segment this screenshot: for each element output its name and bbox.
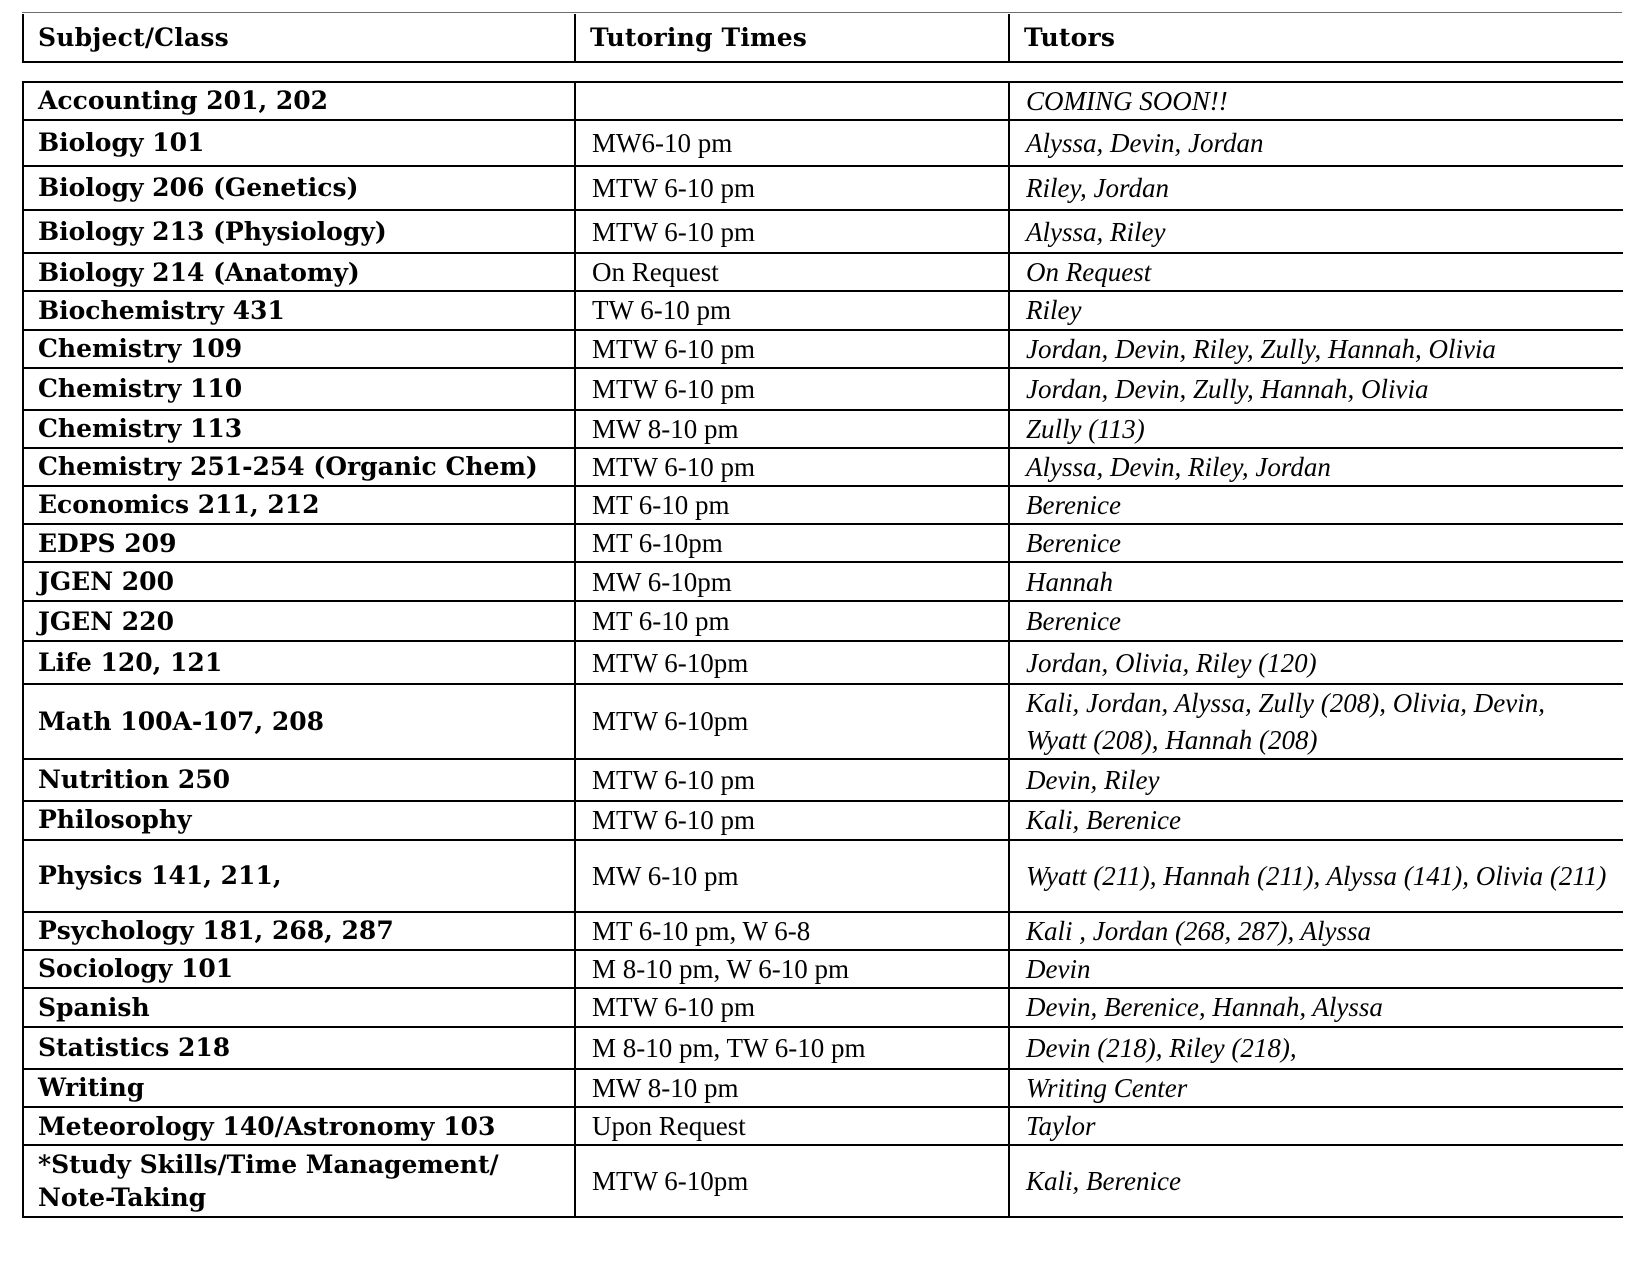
tutors-cell: Riley, Jordan — [1009, 166, 1623, 210]
tutors-cell: COMING SOON!! — [1009, 82, 1623, 120]
table-row — [23, 601, 1623, 641]
table-row — [23, 840, 1623, 912]
tutors-cell: Berenice — [1009, 601, 1623, 641]
subject-cell: *Study Skills/Time Management/ Note-Taking — [23, 1145, 575, 1217]
times-cell: MT 6-10 pm — [575, 486, 1009, 524]
subject-cell: Accounting 201, 202 — [23, 82, 575, 120]
tutors-cell: Writing Center — [1009, 1069, 1623, 1107]
tutors-cell: Hannah — [1009, 562, 1623, 601]
tutors-cell: Wyatt (211), Hannah (211), Alyssa (141), Olivia (211) — [1009, 840, 1623, 912]
times-cell: MW 8-10 pm — [575, 410, 1009, 448]
table-row — [23, 988, 1623, 1027]
tutors-cell: Devin — [1009, 950, 1623, 988]
header-subject: Subject/Class — [23, 14, 575, 62]
table-row — [23, 1145, 1623, 1217]
table-row — [23, 912, 1623, 950]
times-cell: TW 6-10 pm — [575, 291, 1009, 329]
times-cell: MTW 6-10pm — [575, 641, 1009, 684]
subject-cell: JGEN 220 — [23, 601, 575, 641]
tutors-cell: Berenice — [1009, 486, 1623, 524]
tutors-cell: Jordan, Devin, Zully, Hannah, Olivia — [1009, 368, 1623, 410]
times-cell: MTW 6-10 pm — [575, 988, 1009, 1027]
subject-cell: Nutrition 250 — [23, 759, 575, 801]
table-row — [23, 524, 1623, 562]
tutors-cell: Taylor — [1009, 1107, 1623, 1145]
tutors-cell: Alyssa, Devin, Riley, Jordan — [1009, 448, 1623, 486]
header-tutors: Tutors — [1009, 14, 1623, 62]
subject-cell: Chemistry 110 — [23, 368, 575, 410]
tutors-cell: Kali, Berenice — [1009, 1145, 1623, 1217]
tutors-cell: Kali, Berenice — [1009, 801, 1623, 840]
times-cell — [575, 82, 1009, 120]
subject-cell: Biochemistry 431 — [23, 291, 575, 329]
times-cell: MTW 6-10 pm — [575, 368, 1009, 410]
tutors-cell: Kali , Jordan (268, 287), Alyssa — [1009, 912, 1623, 950]
table-row — [23, 368, 1623, 410]
subject-cell: EDPS 209 — [23, 524, 575, 562]
table-header — [22, 14, 1623, 63]
subject-cell: Biology 206 (Genetics) — [23, 166, 575, 210]
subject-cell: Biology 101 — [23, 120, 575, 166]
subject-cell: Chemistry 113 — [23, 410, 575, 448]
tutors-cell: Riley — [1009, 291, 1623, 329]
times-cell: MW 8-10 pm — [575, 1069, 1009, 1107]
table-row — [23, 684, 1623, 758]
subject-cell: Chemistry 251-254 (Organic Chem) — [23, 448, 575, 486]
tutors-cell: Devin, Berenice, Hannah, Alyssa — [1009, 988, 1623, 1027]
table-row — [23, 291, 1623, 329]
times-cell: MW6-10 pm — [575, 120, 1009, 166]
subject-cell: Spanish — [23, 988, 575, 1027]
table-row — [23, 641, 1623, 684]
times-cell: MTW 6-10 pm — [575, 448, 1009, 486]
subject-cell: Economics 211, 212 — [23, 486, 575, 524]
times-cell: MW 6-10pm — [575, 562, 1009, 601]
table-row — [23, 82, 1623, 120]
table-row — [23, 801, 1623, 840]
table-row — [23, 1027, 1623, 1069]
table-row — [23, 330, 1623, 368]
table-row — [23, 120, 1623, 166]
table-row — [23, 950, 1623, 988]
times-cell: MW 6-10 pm — [575, 840, 1009, 912]
subject-cell: Writing — [23, 1069, 575, 1107]
times-cell: MTW 6-10 pm — [575, 210, 1009, 253]
times-cell: MTW 6-10pm — [575, 1145, 1009, 1217]
tutors-cell: Devin, Riley — [1009, 759, 1623, 801]
table-row — [23, 166, 1623, 210]
table-row — [23, 210, 1623, 253]
times-cell: MTW 6-10 pm — [575, 330, 1009, 368]
times-cell: MT 6-10pm — [575, 524, 1009, 562]
subject-cell: Biology 213 (Physiology) — [23, 210, 575, 253]
subject-cell: JGEN 200 — [23, 562, 575, 601]
table-row — [23, 1069, 1623, 1107]
subject-cell: Psychology 181, 268, 287 — [23, 912, 575, 950]
top-rule — [22, 12, 1622, 13]
table-body — [23, 82, 1623, 1217]
subject-cell: Meteorology 140/Astronomy 103 — [23, 1107, 575, 1145]
times-cell: Upon Request — [575, 1107, 1009, 1145]
times-cell: M 8-10 pm, W 6-10 pm — [575, 950, 1009, 988]
tutors-cell: Alyssa, Riley — [1009, 210, 1623, 253]
tutors-cell: Devin (218), Riley (218), — [1009, 1027, 1623, 1069]
times-cell: MTW 6-10 pm — [575, 759, 1009, 801]
subject-cell: Physics 141, 211, — [23, 840, 575, 912]
times-cell: MTW 6-10 pm — [575, 166, 1009, 210]
tutors-cell: Zully (113) — [1009, 410, 1623, 448]
times-cell: MTW 6-10 pm — [575, 801, 1009, 840]
tutoring-table — [22, 81, 1623, 1218]
subject-cell: Math 100A-107, 208 — [23, 684, 575, 758]
tutors-cell: Kali, Jordan, Alyssa, Zully (208), Olivia, Devin, Wyatt (208), Hannah (208) — [1009, 684, 1623, 758]
table-row — [23, 1107, 1623, 1145]
subject-cell: Sociology 101 — [23, 950, 575, 988]
subject-cell: Statistics 218 — [23, 1027, 575, 1069]
subject-cell: Biology 214 (Anatomy) — [23, 253, 575, 291]
tutors-cell: Alyssa, Devin, Jordan — [1009, 120, 1623, 166]
table-row — [23, 486, 1623, 524]
table-row — [23, 759, 1623, 801]
times-cell: MT 6-10 pm, W 6-8 — [575, 912, 1009, 950]
tutors-cell: Jordan, Devin, Riley, Zully, Hannah, Olivia — [1009, 330, 1623, 368]
subject-cell: Chemistry 109 — [23, 330, 575, 368]
times-cell: MT 6-10 pm — [575, 601, 1009, 641]
tutors-cell: Berenice — [1009, 524, 1623, 562]
table-row — [23, 448, 1623, 486]
times-cell: MTW 6-10pm — [575, 684, 1009, 758]
table-row — [23, 410, 1623, 448]
times-cell: On Request — [575, 253, 1009, 291]
tutors-cell: On Request — [1009, 253, 1623, 291]
subject-cell: Life 120, 121 — [23, 641, 575, 684]
header-times: Tutoring Times — [575, 14, 1009, 62]
times-cell: M 8-10 pm, TW 6-10 pm — [575, 1027, 1009, 1069]
table-row — [23, 562, 1623, 601]
tutors-cell: Jordan, Olivia, Riley (120) — [1009, 641, 1623, 684]
table-row — [23, 253, 1623, 291]
header-row — [23, 14, 1623, 62]
subject-cell: Philosophy — [23, 801, 575, 840]
